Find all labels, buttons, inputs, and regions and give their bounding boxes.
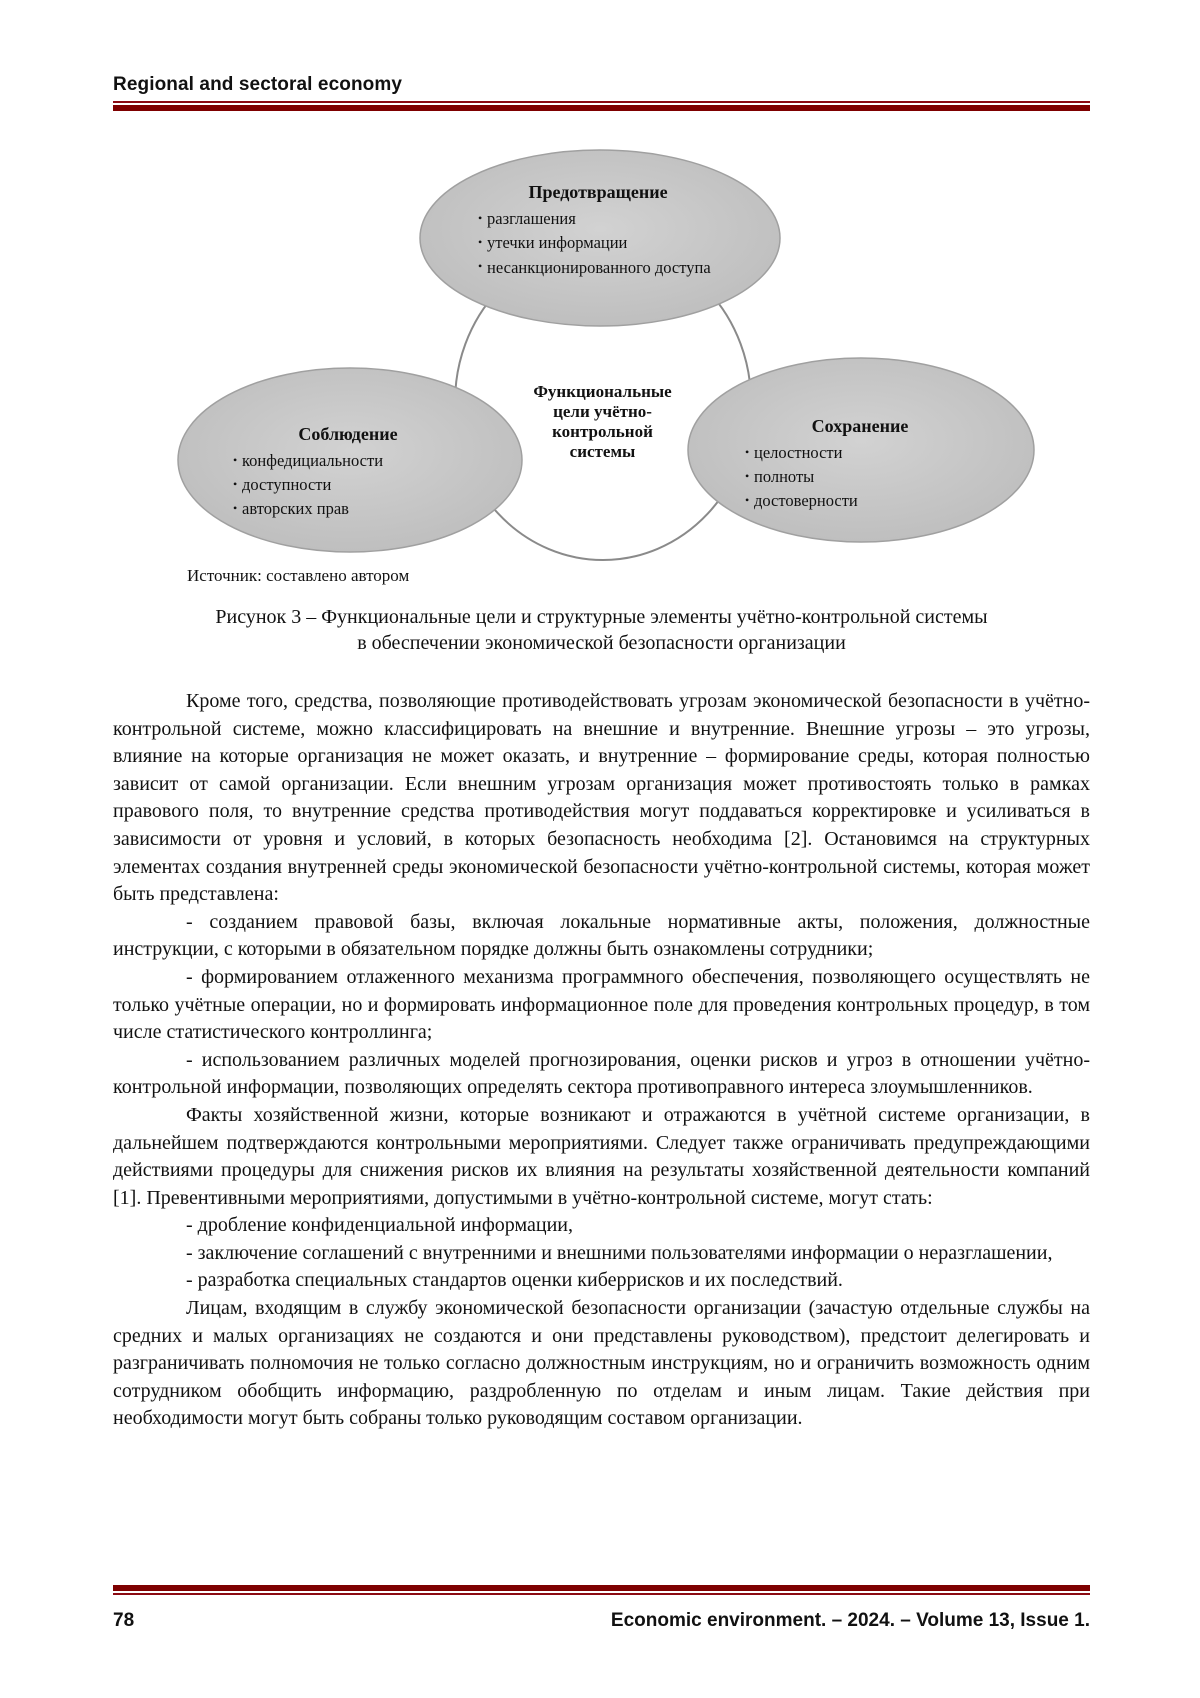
header-rule (113, 101, 1090, 111)
node-title: Соблюдение (298, 424, 398, 444)
list-item: - формированием отлаженного механизма программного обеспечения, позволяющего осуществлять не только учётные операции, но и формировать информационное поле для проведения контрольных процедур, в том числе статистического контроллинга; (113, 965, 1090, 1044)
node-item: • разглашения (478, 207, 718, 231)
node-item: • авторских прав (233, 497, 463, 521)
node-compliance (233, 424, 463, 521)
node-item: • достоверности (745, 489, 975, 513)
page-number: 78 (113, 1610, 135, 1631)
center-label-line: Функциональные (533, 382, 672, 401)
node-item: • полноты (745, 465, 975, 489)
footer-rule (113, 1585, 1090, 1595)
caption-line: Рисунок 3 – Функциональные цели и структурные элементы учётно-контрольной системы (215, 606, 988, 628)
footer-rule-thin (113, 1593, 1090, 1595)
list-item: - созданием правовой базы, включая локальные нормативные акты, положения, должностные инструкции, с которыми в обязательном порядке должны быть ознакомлены сотрудники; (113, 910, 1090, 961)
node-item: • доступности (233, 473, 463, 497)
node-items (745, 441, 975, 513)
center-label-line: цели учётно- (553, 402, 652, 421)
paragraph: Лицам, входящим в службу экономической безопасности организации (зачастую отдельные службы на средних и малых организациях не создаются и они представлены руководством), предстоит делегировать и разграничивать полномочия не только согласно должностным инструкциям, но и ограничить возможность одним сотрудником обобщить информацию, раздробленную по отделам и иным лицам. Такие действия при необходимости могут быть собраны только руководящим составом организации. (113, 1297, 1090, 1430)
node-prevention (478, 182, 718, 278)
figure-source: Источник: составлено автором (187, 566, 410, 585)
center-label-line: системы (569, 442, 636, 461)
node-item: • целостности (745, 441, 975, 465)
node-item: • конфедициальности (233, 449, 463, 473)
node-items (233, 449, 463, 521)
node-preservation (745, 416, 975, 513)
running-title: Regional and sectoral economy (113, 74, 403, 95)
node-title: Сохранение (811, 416, 909, 436)
node-item: • несанкционированного доступа (478, 257, 718, 278)
center-label (515, 382, 690, 462)
header-rule-thick (113, 105, 1090, 111)
list-item: - использованием различных моделей прогнозирования, оценки рисков и угроз в отношении учётно-контрольной информации, позволяющих определять сектора противоправного интереса злоумышленников. (113, 1048, 1090, 1099)
node-title: Предотвращение (528, 182, 668, 202)
node-items (478, 207, 718, 278)
paragraph: Кроме того, средства, позволяющие противодействовать угрозам экономической безопасности в учётно-контрольной системе, можно классифицировать на внешние и внутренние. Внешние угрозы – это угрозы, влияние на которые организация не может оказать, и внутренние – формирование среды, которая полностью зависит от самой организации. Если внешним угрозам организация может противостоять только в рамках правового поля, то внутренние средства противодействия могут поддаваться корректировке и усиливаться в зависимости от уровня и условий, в которых безопасность необходима [2]. Остановимся на структурных элементах создания внутренней среды экономической безопасности учётно-контрольной системы, которая может быть представлена: (113, 690, 1090, 906)
list-item: - заключение соглашений с внутренними и внешними пользователями информации о неразглашении, (186, 1241, 1053, 1264)
list-item: - дробление конфиденциальной информации, (186, 1214, 574, 1237)
paragraph: Факты хозяйственной жизни, которые возникают и отражаются в учётной системе организации, в дальнейшем подтверждаются контрольными мероприятиями. Следует также ограничивать предупреждающими действиями процедуры для снижения рисков их влияния на результаты хозяйственной деятельности компаний [1]. Превентивными мероприятиями, допустимыми в учётно-контрольной системе, могут стать: (113, 1103, 1090, 1209)
list-item: - разработка специальных стандартов оценки киберрисков и их последствий. (186, 1269, 843, 1292)
journal-citation: Economic environment. – 2024. – Volume 13, Issue 1. (610, 1610, 1090, 1631)
node-item: • утечки информации (478, 231, 718, 255)
figure-caption (113, 604, 1090, 656)
caption-line: в обеспечении экономической безопасности организации (357, 632, 846, 654)
article-body (113, 688, 1090, 1433)
center-label-line: контрольной (552, 422, 653, 441)
